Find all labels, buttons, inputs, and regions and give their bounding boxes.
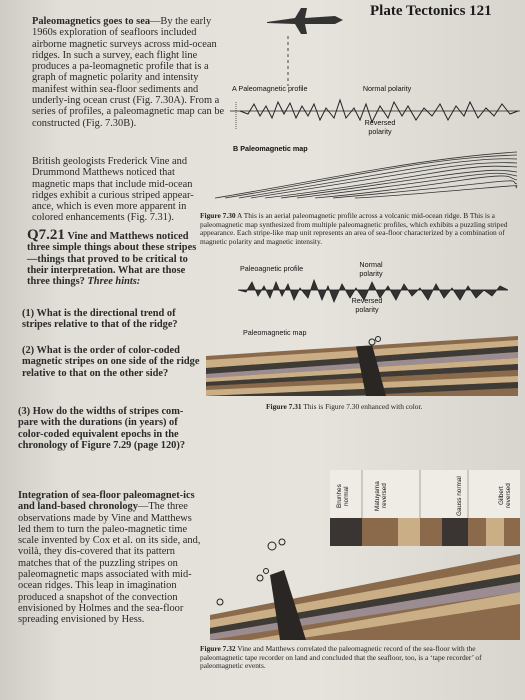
fig730-caption-text: A This is an aerial paleomagnetic profile across a volcanic mid-ocean ridge. B This is a paleomagnetic map synthesized from multiple paleomagnetic profiles, which exhibits a puzzling striped appearance. Each stripe-like map unit represents an area of sea-floor characterized by a combination of magnetic polarity and magnetic intensity.	[200, 211, 508, 246]
epoch-label-gauss: Gauss normal	[456, 476, 463, 516]
question-q7-21	[27, 227, 202, 288]
fig730-striped-map	[205, 150, 520, 200]
question-number: Q7.21	[27, 227, 65, 243]
hint-1: (1) What is the directional trend of stripes relative to that of the ridge?	[22, 308, 178, 331]
fig730-caption-number: Figure 7.30	[200, 211, 236, 220]
intro-lead: Paleomagnetics goes to sea	[32, 16, 151, 27]
fig730-label-a: A Paleomagnetic profile	[232, 84, 308, 93]
fig730-normal-label: Normal polarity	[362, 84, 412, 93]
page-title: Plate Tectonics 121	[370, 3, 492, 19]
intro-paragraph	[32, 16, 232, 129]
integration-paragraph	[18, 490, 204, 626]
fig732-diagram	[210, 470, 520, 640]
fig732-caption-number: Figure 7.32	[200, 644, 236, 653]
fig732-caption-text: Vine and Matthews correlated the paleomagnetic record of the sea-floor with the paleomagnetic tape recorder on land and concluded that the seafloor, too, is a ‘tape recorder’ of paleomagnetic events.	[200, 644, 482, 671]
hint-2: (2) What is the order of color-coded magnetic stripes on one side of the ridge relative to that on the other side?	[22, 345, 200, 379]
fig731-profile-label: Paleoagnetic profile	[240, 264, 304, 273]
fig731-reversed-label: Reversed polarity	[351, 296, 383, 314]
fig732-caption	[200, 645, 518, 671]
epoch-label-matuyama: Matuyama reversed	[374, 481, 388, 511]
fig731-map-label: Paleomagnetic map	[243, 328, 307, 337]
fig730-caption	[200, 212, 518, 246]
fig731-caption	[266, 403, 422, 412]
hints-label: Three hints:	[87, 276, 141, 288]
epoch-label-brunhes: Brunhes normal	[336, 484, 350, 508]
flight-line	[285, 36, 291, 86]
fig730-reversed-label: Reversed polarity	[364, 118, 396, 136]
intro-text: —By the early 1960s exploration of seafloors included airborne magnetic surveys across mid-ocean ridges. In such a survey, each flight line produces a pa-leomagnetic profile that is a graph of magnetic polarity and intensity manifest within sea-floor sediments and underly-ing ocean crust (Fig. 7.30A). From a series of profiles, a paleomagnetic map can be constructed (Fig. 7.30B).	[32, 16, 225, 129]
fig731-color-map	[206, 336, 518, 396]
fig731-caption-text: This is Figure 7.30 enhanced with color.	[303, 402, 423, 411]
fig731-caption-number: Figure 7.31	[266, 402, 302, 411]
hint-3: (3) How do the widths of stripes com-pare with the durations (in years) of color-coded equivalent epochs in the chronology of Figure 7.29 (page 120)?	[18, 406, 186, 451]
vine-matthews-paragraph: British geologists Frederick Vine and Drummond Matthews noticed that magnetic maps that include mid-ocean ridges exhibit a curious striped appear-ance, which is even more apparent in colored enhancements (Fig. 7.31).	[32, 156, 194, 224]
fig731-normal-label: Normal polarity	[359, 260, 383, 278]
integration-text: —The three observations made by Vine and Matthews led them to turn the paleo-magnetic time scale invented by Cox et al. on its side, and, voilà, they dis-covered that its pattern matches that of the puzzling stripes on paleomagnetic maps associated with mid-ocean ridges. This leap in imagination produced a snapshot of the convection envisioned by Holmes and the sea-floor spreading envisioned by Hess.	[18, 501, 201, 626]
integration-lead: Integration of sea-floor paleomagnet-ics and land-based chronology	[18, 490, 195, 513]
epoch-label-gilbert: Gilbert reversed	[498, 483, 512, 509]
airplane-icon	[265, 4, 345, 38]
fig730-label-b: B Paleomagnetic map	[233, 144, 308, 153]
question-text: Vine and Matthews noticed three simple things about these stripes—things that proved to be critical to their interpretation. What are those three things?	[27, 231, 197, 288]
